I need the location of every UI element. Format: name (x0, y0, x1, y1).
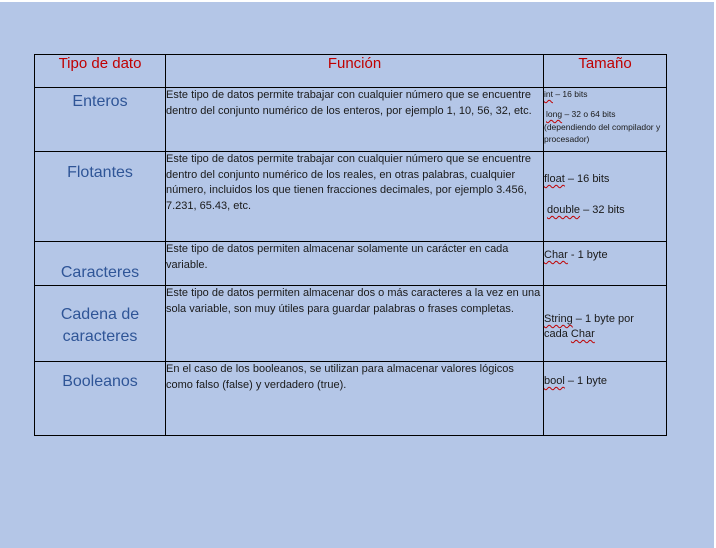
page-top-border (0, 0, 716, 2)
tipo-label: Flotantes (67, 164, 133, 181)
tamano-line: Char - 1 byte (544, 249, 608, 261)
tipo-cell (35, 242, 166, 286)
tipo-label: Booleanos (62, 373, 138, 390)
header-tamano: Tamaño (544, 55, 667, 88)
tamano-line: double – 32 bits (547, 204, 625, 216)
data-types-table (34, 54, 667, 436)
tamano-cell (544, 88, 667, 152)
tipo-label: Enteros (72, 93, 128, 110)
table-row (35, 362, 667, 436)
tamano-cell (544, 362, 667, 436)
funcion-cell: En el caso de los booleanos, se utilizan para almacenar valores lógicos como falso (false) y verdadero (true). (166, 362, 544, 436)
tamano-line: cada Char (544, 328, 595, 340)
tamano-cell (544, 152, 667, 242)
funcion-cell: Este tipo de datos permite trabajar con cualquier número que se encuentre dentro del conjunto numérico de los enteros, por ejemplo 1, 10, 56, 32, etc. (166, 88, 544, 152)
header-tipo: Tipo de dato (35, 55, 166, 88)
table-row (35, 88, 667, 152)
tipo-cell (35, 152, 166, 242)
tipo-cell (35, 362, 166, 436)
tipo-cell (35, 88, 166, 152)
tamano-cell (544, 286, 667, 362)
funcion-cell: Este tipo de datos permite trabajar con cualquier número que se encuentre dentro del conjunto numérico de los reales, en otras palabras, cualquier número, incluidos los que tienen fracciones decimales, por ejemplo 3.456, 7.231, 65.43, etc. (166, 152, 544, 242)
tipo-cell (35, 286, 166, 362)
table-row (35, 242, 667, 286)
header-funcion: Función (166, 55, 544, 88)
tipo-label: Caracteres (60, 264, 140, 281)
tamano-line: long – 32 o 64 bits (546, 109, 616, 119)
tamano-note: (dependiendo del compilador y procesador) (544, 122, 661, 144)
tamano-line: String – 1 byte por (544, 313, 634, 325)
funcion-cell: Este tipo de datos permiten almacenar dos o más caracteres a la vez en una sola variable, son muy útiles para guardar palabras o frases completas. (166, 286, 544, 362)
table-row (35, 286, 667, 362)
tamano-line: float – 16 bits (544, 173, 610, 185)
tamano-line: int – 16 bits (544, 89, 588, 99)
header-row (35, 55, 667, 88)
tamano-line: bool – 1 byte (544, 375, 607, 387)
tipo-label-line-1: Cadena de (60, 306, 140, 323)
tipo-label-line-2: caracteres (62, 328, 138, 345)
table-row (35, 152, 667, 242)
funcion-cell: Este tipo de datos permiten almacenar solamente un carácter en cada variable. (166, 242, 544, 286)
tamano-cell (544, 242, 667, 286)
